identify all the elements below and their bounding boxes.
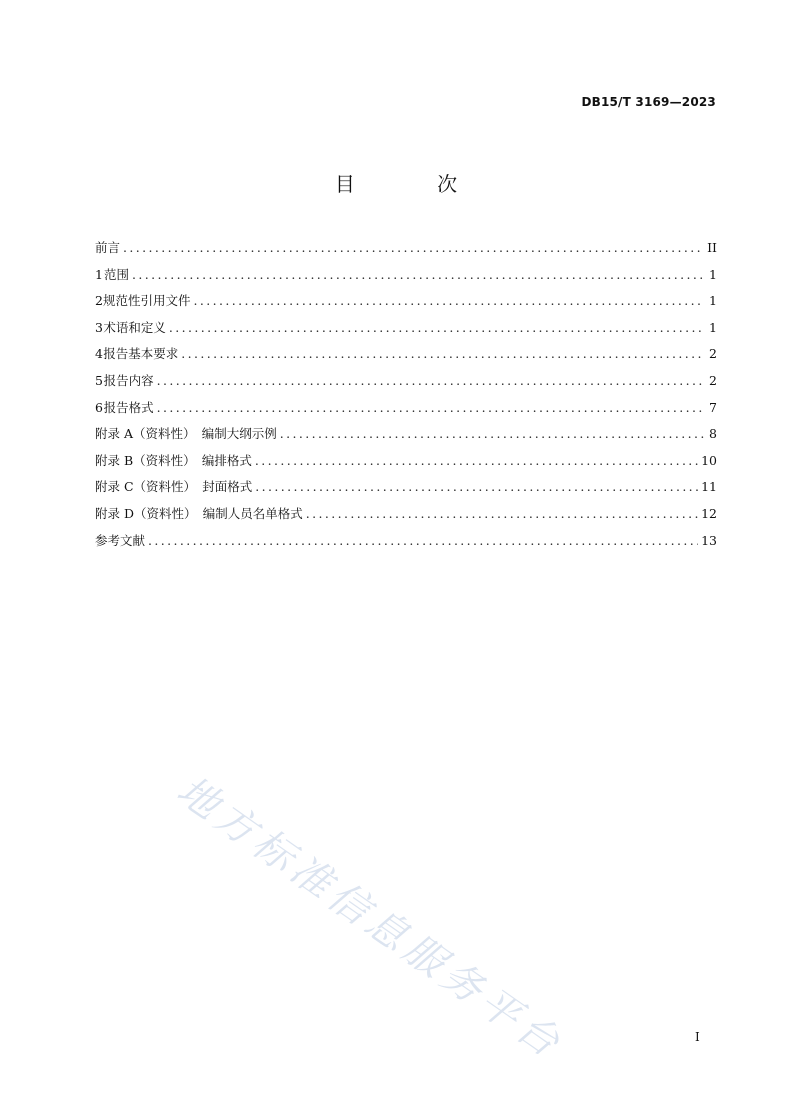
toc-entry-label: 术语和定义 [103, 319, 166, 335]
toc-leader-dots [157, 400, 704, 415]
toc-entry-appendix-d[interactable] [95, 504, 717, 531]
toc-entry-label: 附录 D（资料性） 编制人员名单格式 [95, 505, 303, 521]
toc-entry-page: 2 [709, 346, 717, 362]
toc-entry-label: 附录 A（资料性） 编制大纲示例 [95, 426, 277, 442]
toc-entry-page: 8 [709, 426, 717, 442]
toc-entry-basic-requirements[interactable] [95, 344, 717, 371]
toc-entry-number: 6 [95, 399, 103, 415]
toc-leader-dots [306, 506, 698, 521]
toc-entry-label: 附录 B（资料性） 编排格式 [95, 452, 252, 468]
toc-leader-dots [194, 293, 704, 308]
page-number: I [695, 1030, 700, 1044]
toc-entry-terms-definitions[interactable] [95, 318, 717, 345]
toc-entry-page: 7 [709, 399, 717, 415]
toc-leader-dots [148, 533, 698, 548]
toc-leader-dots [255, 453, 698, 468]
toc-entry-label: 报告基本要求 [103, 346, 179, 362]
toc-entry-label: 范围 [103, 266, 129, 282]
toc-entry-page: 1 [709, 319, 717, 335]
toc-entry-page: II [707, 240, 717, 255]
toc-entry-label: 参考文献 [95, 532, 146, 548]
toc-entry-page: 1 [709, 266, 717, 282]
toc-entry-appendix-b[interactable] [95, 451, 717, 478]
toc-entry-normative-references[interactable] [95, 291, 717, 318]
toc-leader-dots [169, 320, 704, 335]
toc-entry-report-content[interactable] [95, 371, 717, 398]
toc-entry-number: 5 [95, 372, 103, 388]
toc-entry-label: 附录 C（资料性） 封面格式 [95, 479, 253, 495]
table-of-contents [95, 238, 717, 557]
toc-entry-page: 11 [701, 479, 717, 495]
toc-leader-dots [132, 267, 704, 282]
watermark: 地方标准信息服务平台 [168, 767, 572, 1069]
toc-entry-appendix-a[interactable] [95, 424, 717, 451]
toc-entry-label: 前言 [95, 240, 121, 255]
toc-entry-page: 10 [701, 452, 717, 468]
toc-entry-appendix-c[interactable] [95, 477, 717, 504]
toc-entry-number: 4 [95, 346, 103, 362]
toc-entry-label: 规范性引用文件 [103, 293, 191, 309]
toc-entry-label: 报告格式 [103, 399, 154, 415]
toc-leader-dots [123, 240, 704, 255]
toc-entry-number: 2 [95, 293, 103, 309]
page-title: 目 次 [334, 172, 496, 196]
toc-leader-dots [280, 426, 704, 441]
toc-entry-bibliography[interactable] [95, 531, 717, 558]
standard-code: DB15/T 3169—2023 [581, 95, 716, 109]
toc-leader-dots [255, 479, 698, 494]
toc-entry-page: 12 [701, 505, 717, 521]
toc-entry-page: 13 [701, 532, 717, 548]
toc-entry-page: 1 [709, 293, 717, 309]
toc-entry-foreword[interactable] [95, 238, 717, 265]
toc-entry-number: 1 [95, 266, 103, 282]
toc-entry-label: 报告内容 [103, 372, 154, 388]
toc-entry-number: 3 [95, 319, 103, 335]
toc-leader-dots [181, 346, 704, 361]
toc-entry-report-format[interactable] [95, 398, 717, 425]
toc-leader-dots [157, 373, 704, 388]
toc-entry-page: 2 [709, 372, 717, 388]
toc-entry-scope[interactable] [95, 265, 717, 292]
